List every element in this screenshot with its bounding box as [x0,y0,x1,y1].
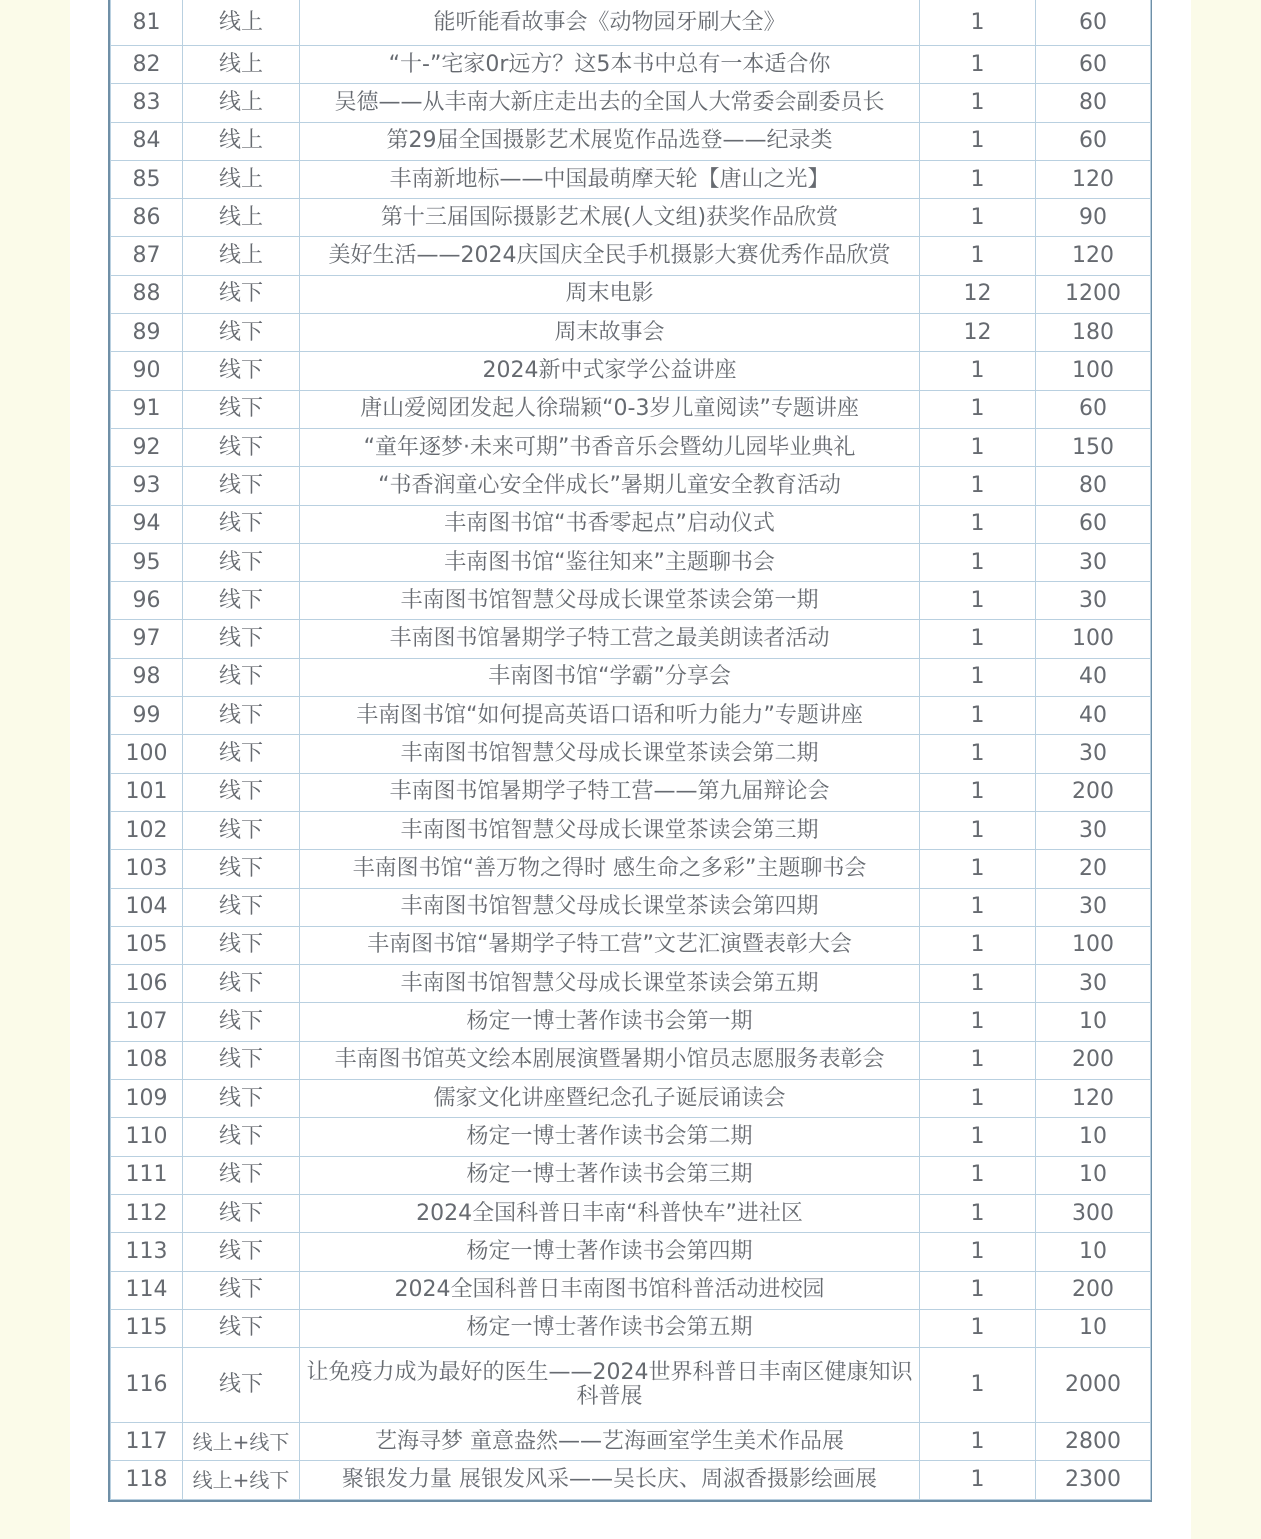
cell-mode: 线下 [183,888,300,926]
cell-participants: 2000 [1036,1348,1151,1423]
cell-index: 103 [111,850,183,888]
table-row [111,1348,1151,1423]
cell-index: 86 [111,199,183,237]
page-margin-left [0,0,70,1539]
cell-activity-name: 杨定一博士著作读书会第四期 [300,1233,920,1271]
table-row [111,46,1151,84]
cell-participants: 100 [1036,620,1151,658]
cell-mode: 线下 [183,1118,300,1156]
cell-participants: 80 [1036,84,1151,122]
cell-activity-name: 丰南图书馆智慧父母成长课堂茶读会第三期 [300,811,920,849]
cell-index: 118 [111,1461,183,1499]
cell-mode: 线下 [183,428,300,466]
cell-session-count: 1 [920,1041,1036,1079]
table-row [111,1003,1151,1041]
table-row [111,620,1151,658]
cell-participants: 200 [1036,773,1151,811]
cell-mode: 线上+线下 [183,1423,300,1461]
cell-index: 97 [111,620,183,658]
cell-mode: 线下 [183,1041,300,1079]
cell-mode: 线下 [183,926,300,964]
cell-session-count: 1 [920,1309,1036,1347]
cell-mode: 线下 [183,1348,300,1423]
cell-index: 111 [111,1156,183,1194]
table-row [111,275,1151,313]
table-row [111,926,1151,964]
cell-index: 83 [111,84,183,122]
cell-activity-name: 杨定一博士著作读书会第三期 [300,1156,920,1194]
table-row [111,1118,1151,1156]
cell-activity-name: 让免疫力成为最好的医生——2024世界科普日丰南区健康知识科普展 [300,1348,920,1423]
table-row [111,1309,1151,1347]
cell-activity-name: 丰南图书馆“如何提高英语口语和听力能力”专题讲座 [300,697,920,735]
cell-participants: 10 [1036,1003,1151,1041]
cell-index: 114 [111,1271,183,1309]
table-row [111,160,1151,198]
cell-mode: 线下 [183,467,300,505]
cell-index: 106 [111,965,183,1003]
cell-index: 81 [111,0,183,46]
cell-activity-name: 唐山爱阅团发起人徐瑞颖“0-3岁儿童阅读”专题讲座 [300,390,920,428]
cell-participants: 30 [1036,888,1151,926]
cell-activity-name: 美好生活——2024庆国庆全民手机摄影大赛优秀作品欣赏 [300,237,920,275]
cell-activity-name: 第十三届国际摄影艺术展(人文组)获奖作品欣赏 [300,199,920,237]
cell-session-count: 1 [920,543,1036,581]
cell-mode: 线下 [183,505,300,543]
cell-mode: 线下 [183,352,300,390]
cell-activity-name: 丰南图书馆暑期学子特工营——第九届辩论会 [300,773,920,811]
cell-activity-name: 丰南图书馆“善万物之得时 感生命之多彩”主题聊书会 [300,850,920,888]
cell-index: 87 [111,237,183,275]
table-row [111,811,1151,849]
cell-participants: 10 [1036,1233,1151,1271]
table-row [111,1271,1151,1309]
cell-mode: 线下 [183,1309,300,1347]
cell-session-count: 1 [920,658,1036,696]
table-row [111,199,1151,237]
cell-session-count: 1 [920,467,1036,505]
cell-participants: 30 [1036,811,1151,849]
cell-session-count: 1 [920,160,1036,198]
cell-mode: 线下 [183,582,300,620]
table-row [111,582,1151,620]
cell-participants: 10 [1036,1118,1151,1156]
cell-session-count: 1 [920,1423,1036,1461]
cell-index: 85 [111,160,183,198]
cell-participants: 60 [1036,46,1151,84]
cell-session-count: 1 [920,1118,1036,1156]
cell-mode: 线上 [183,84,300,122]
cell-participants: 80 [1036,467,1151,505]
cell-activity-name: 杨定一博士著作读书会第五期 [300,1309,920,1347]
cell-index: 95 [111,543,183,581]
cell-session-count: 1 [920,390,1036,428]
cell-mode: 线下 [183,735,300,773]
cell-session-count: 1 [920,1233,1036,1271]
cell-participants: 40 [1036,658,1151,696]
cell-session-count: 1 [920,965,1036,1003]
table-row [111,237,1151,275]
cell-participants: 200 [1036,1041,1151,1079]
table-row [111,122,1151,160]
cell-index: 91 [111,390,183,428]
cell-participants: 10 [1036,1156,1151,1194]
cell-index: 98 [111,658,183,696]
table-row [111,390,1151,428]
cell-index: 112 [111,1194,183,1232]
cell-session-count: 12 [920,314,1036,352]
cell-participants: 60 [1036,0,1151,46]
cell-activity-name: 第29届全国摄影艺术展览作品选登——纪录类 [300,122,920,160]
cell-session-count: 1 [920,1461,1036,1499]
cell-participants: 1200 [1036,275,1151,313]
cell-participants: 2800 [1036,1423,1151,1461]
cell-activity-name: 聚银发力量 展银发风采——吴长庆、周淑香摄影绘画展 [300,1461,920,1499]
cell-index: 117 [111,1423,183,1461]
cell-session-count: 1 [920,773,1036,811]
cell-index: 92 [111,428,183,466]
cell-activity-name: 周末电影 [300,275,920,313]
cell-index: 99 [111,697,183,735]
cell-index: 89 [111,314,183,352]
table-row [111,850,1151,888]
cell-index: 90 [111,352,183,390]
table-row [111,428,1151,466]
cell-index: 109 [111,1080,183,1118]
cell-index: 82 [111,46,183,84]
cell-index: 96 [111,582,183,620]
cell-activity-name: 丰南新地标——中国最萌摩天轮【唐山之光】 [300,160,920,198]
cell-index: 116 [111,1348,183,1423]
activity-table-body [111,0,1151,1499]
table-row [111,84,1151,122]
cell-mode: 线上 [183,122,300,160]
cell-session-count: 1 [920,0,1036,46]
cell-session-count: 1 [920,735,1036,773]
cell-session-count: 1 [920,122,1036,160]
cell-mode: 线下 [183,543,300,581]
cell-session-count: 1 [920,1003,1036,1041]
cell-activity-name: “童年逐梦·未来可期”书香音乐会暨幼儿园毕业典礼 [300,428,920,466]
cell-activity-name: 丰南图书馆“鉴往知来”主题聊书会 [300,543,920,581]
cell-activity-name: 丰南图书馆“书香零起点”启动仪式 [300,505,920,543]
cell-activity-name: “十-”宅家0r远方？这5本书中总有一本适合你 [300,46,920,84]
cell-mode: 线下 [183,1003,300,1041]
cell-mode: 线下 [183,314,300,352]
cell-index: 100 [111,735,183,773]
cell-mode: 线下 [183,1194,300,1232]
cell-mode: 线下 [183,850,300,888]
cell-session-count: 1 [920,1080,1036,1118]
cell-participants: 2300 [1036,1461,1151,1499]
cell-mode: 线下 [183,275,300,313]
cell-session-count: 1 [920,84,1036,122]
cell-index: 104 [111,888,183,926]
cell-session-count: 1 [920,697,1036,735]
table-row [111,658,1151,696]
cell-mode: 线下 [183,390,300,428]
cell-index: 94 [111,505,183,543]
cell-activity-name: 丰南图书馆“暑期学子特工营”文艺汇演暨表彰大会 [300,926,920,964]
cell-participants: 300 [1036,1194,1151,1232]
table-row [111,1194,1151,1232]
table-row [111,352,1151,390]
cell-session-count: 1 [920,850,1036,888]
cell-activity-name: “书香润童心安全伴成长”暑期儿童安全教育活动 [300,467,920,505]
cell-mode: 线下 [183,1156,300,1194]
cell-session-count: 1 [920,1271,1036,1309]
cell-session-count: 1 [920,888,1036,926]
cell-mode: 线下 [183,773,300,811]
cell-index: 93 [111,467,183,505]
cell-session-count: 1 [920,926,1036,964]
table-row [111,543,1151,581]
cell-index: 105 [111,926,183,964]
cell-activity-name: 2024新中式家学公益讲座 [300,352,920,390]
cell-index: 115 [111,1309,183,1347]
cell-mode: 线上+线下 [183,1461,300,1499]
cell-index: 108 [111,1041,183,1079]
table-row [111,1041,1151,1079]
table-row [111,965,1151,1003]
cell-participants: 20 [1036,850,1151,888]
cell-mode: 线上 [183,0,300,46]
cell-participants: 200 [1036,1271,1151,1309]
cell-session-count: 1 [920,582,1036,620]
cell-index: 84 [111,122,183,160]
cell-activity-name: 丰南图书馆智慧父母成长课堂茶读会第二期 [300,735,920,773]
cell-participants: 120 [1036,1080,1151,1118]
table-row [111,697,1151,735]
cell-participants: 90 [1036,199,1151,237]
cell-participants: 30 [1036,735,1151,773]
table-row [111,0,1151,46]
cell-participants: 120 [1036,160,1151,198]
cell-participants: 30 [1036,582,1151,620]
cell-mode: 线下 [183,658,300,696]
cell-session-count: 1 [920,237,1036,275]
cell-session-count: 12 [920,275,1036,313]
cell-index: 113 [111,1233,183,1271]
cell-participants: 40 [1036,697,1151,735]
cell-index: 88 [111,275,183,313]
table-row [111,1233,1151,1271]
cell-session-count: 1 [920,428,1036,466]
table-row [111,505,1151,543]
cell-mode: 线下 [183,965,300,1003]
cell-index: 110 [111,1118,183,1156]
table-row [111,467,1151,505]
cell-mode: 线上 [183,160,300,198]
cell-mode: 线下 [183,697,300,735]
table-row [111,1156,1151,1194]
cell-activity-name: 儒家文化讲座暨纪念孔子诞辰诵读会 [300,1080,920,1118]
table-row [111,1423,1151,1461]
cell-mode: 线上 [183,46,300,84]
cell-activity-name: 2024全国科普日丰南“科普快车”进社区 [300,1194,920,1232]
cell-participants: 150 [1036,428,1151,466]
table-row [111,888,1151,926]
cell-activity-name: 丰南图书馆英文绘本剧展演暨暑期小馆员志愿服务表彰会 [300,1041,920,1079]
cell-participants: 120 [1036,237,1151,275]
cell-activity-name: 丰南图书馆暑期学子特工营之最美朗读者活动 [300,620,920,658]
cell-participants: 30 [1036,543,1151,581]
cell-participants: 180 [1036,314,1151,352]
cell-index: 101 [111,773,183,811]
cell-activity-name: 吴德——从丰南大新庄走出去的全国人大常委会副委员长 [300,84,920,122]
cell-session-count: 1 [920,811,1036,849]
cell-mode: 线下 [183,1271,300,1309]
cell-index: 107 [111,1003,183,1041]
activity-table [110,0,1151,1500]
cell-activity-name: 丰南图书馆智慧父母成长课堂茶读会第一期 [300,582,920,620]
cell-activity-name: 2024全国科普日丰南图书馆科普活动进校园 [300,1271,920,1309]
cell-mode: 线下 [183,620,300,658]
cell-mode: 线下 [183,1080,300,1118]
cell-session-count: 1 [920,1156,1036,1194]
cell-session-count: 1 [920,1348,1036,1423]
cell-participants: 60 [1036,122,1151,160]
cell-participants: 30 [1036,965,1151,1003]
cell-participants: 100 [1036,926,1151,964]
cell-participants: 10 [1036,1309,1151,1347]
cell-mode: 线下 [183,1233,300,1271]
cell-activity-name: 周末故事会 [300,314,920,352]
cell-session-count: 1 [920,352,1036,390]
cell-activity-name: 杨定一博士著作读书会第一期 [300,1003,920,1041]
cell-mode: 线下 [183,811,300,849]
cell-session-count: 1 [920,620,1036,658]
cell-participants: 100 [1036,352,1151,390]
cell-session-count: 1 [920,46,1036,84]
cell-participants: 60 [1036,390,1151,428]
cell-mode: 线上 [183,237,300,275]
cell-activity-name: 艺海寻梦 童意盎然——艺海画室学生美术作品展 [300,1423,920,1461]
cell-activity-name: 丰南图书馆“学霸”分享会 [300,658,920,696]
cell-session-count: 1 [920,1194,1036,1232]
table-row [111,735,1151,773]
table-row [111,773,1151,811]
cell-session-count: 1 [920,199,1036,237]
page-margin-right [1191,0,1261,1539]
activity-table-frame [108,0,1152,1502]
table-row [111,1080,1151,1118]
table-row [111,314,1151,352]
cell-index: 102 [111,811,183,849]
cell-activity-name: 杨定一博士著作读书会第二期 [300,1118,920,1156]
table-row [111,1461,1151,1499]
cell-mode: 线上 [183,199,300,237]
cell-activity-name: 能听能看故事会《动物园牙刷大全》 [300,0,920,46]
cell-participants: 60 [1036,505,1151,543]
cell-activity-name: 丰南图书馆智慧父母成长课堂茶读会第四期 [300,888,920,926]
cell-session-count: 1 [920,505,1036,543]
cell-activity-name: 丰南图书馆智慧父母成长课堂茶读会第五期 [300,965,920,1003]
